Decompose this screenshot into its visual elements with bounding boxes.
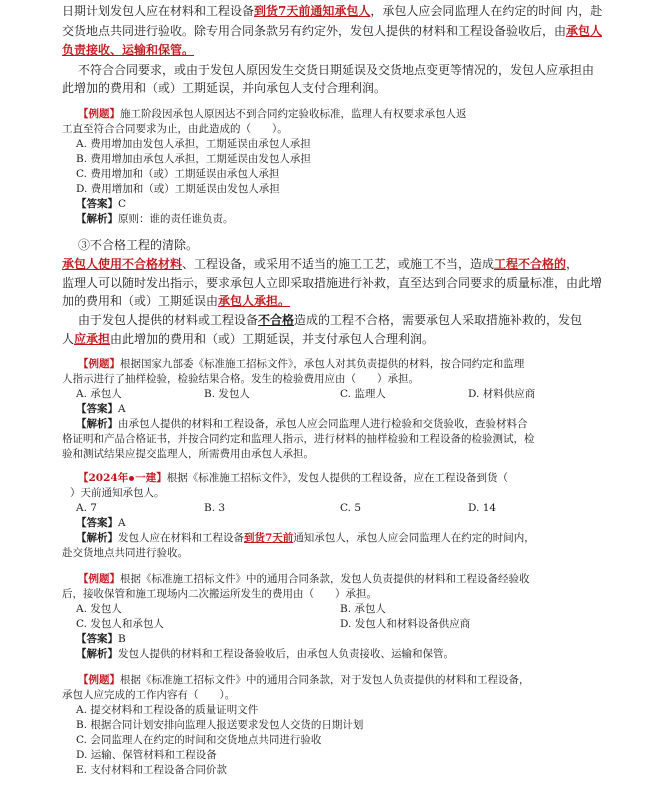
section3-line5: 人应承担由此增加的费用和（或）工期延误，并支付承包人合理利润。: [62, 332, 435, 346]
example1-option-a: A. 费用增加由发包人承担，工期延误由承包人承担: [76, 138, 311, 150]
example3-question-line1: 【2024年 一建】根据《标准施工招标文件》，发包人提供的工程设备，应在工程设备到货（: [78, 472, 508, 484]
example5-option-b: B. 根据合同计划安排向监理人报送要求发包人交货的日期计划: [76, 719, 364, 731]
example2-options: [76, 387, 576, 402]
example2-question-line1: 【例题】根据国家九部委《标准施工招标文件》，承包人对其负责提供的材料，按合同约定和监理: [78, 358, 525, 370]
para-delivery-notice-line2: 交货地点共同进行验收。除专用合同条款另有约定外，发包人提供的材料和工程设备验收后，由承包人: [62, 24, 603, 38]
example2-option-b: B. 发包人: [204, 388, 250, 400]
example4-explanation: 【解析】发包人提供的材料和工程设备验收后，由承包人负责接收、运输和保管。: [76, 648, 454, 660]
example3-option-b: B. 3: [204, 502, 226, 514]
example3-explanation-line2: 赴交货地点共同进行验收。: [62, 547, 188, 559]
para-delivery-notice-line1: 日期计划发包人应在材料和工程设备到货7天前通知承包人，承包人应会同监理人在约定的时间 内，赴: [62, 4, 603, 18]
example5-question-line1: 【例题】根据《标准施工招标文件》中的通用合同条款，对于发包人负责提供的材料和工程设备，: [78, 674, 530, 686]
example4-option-a: A. 发包人: [76, 603, 122, 615]
example1-question-line2: 工直至符合合同要求为止，由此造成的（ ）。: [62, 123, 288, 135]
bullet-dot-icon: [129, 476, 134, 481]
highlight-7-days: 到货7天前通知承包人: [254, 4, 371, 18]
example4-options-row1: [76, 602, 576, 617]
example2-explanation-line1: 【解析】由承包人提供的材料和工程设备，承包人应会同监理人进行检验和交货验收，查验材料合: [76, 418, 528, 430]
section3-line3: 加的费用和（或）工期延误由承包人承担。: [62, 294, 291, 308]
example4-question-line2: 后，接收保管和施工现场内二次搬运所发生的费用由（ ）承担。: [62, 588, 377, 600]
example1-answer: 【答案】C: [76, 198, 127, 210]
para-delay-line2: 此增加的费用和（或）工期延误，并向承包人支付合理利润。: [62, 81, 387, 95]
example5-question-line2: 承包人应完成的工作内容有（ ）。: [62, 689, 236, 701]
example1-explanation: 【解析】原则：谁的责任谁负责。: [76, 213, 234, 225]
example-tag: 【例题】: [78, 108, 120, 120]
example2-option-c: C. 监理人: [340, 388, 386, 400]
example3-answer: 【答案】A: [76, 517, 126, 529]
section3-line4: 由于发包人提供的材料或工程设备不合格造成的工程不合格，需要承包人采取措施补救的，发包: [78, 313, 583, 327]
example2-explanation-line3: 验和测试结果应提交监理人，所需费用由承包人承担。: [62, 448, 314, 460]
example3-explanation-line1: 【解析】发包人应在材料和工程设备到货7天前通知承包人，承包人应会同监理人在约定的时间内，: [76, 532, 535, 544]
example3-option-a: A. 7: [76, 502, 97, 514]
example5-option-e: E. 支付材料和工程设备合同价款: [76, 764, 227, 776]
example4-option-c: C. 发包人和承包人: [76, 618, 164, 630]
example3-option-c: C. 5: [340, 502, 362, 514]
example5-option-c: C. 会同监理人在约定的时间和交货地点共同进行验收: [76, 734, 322, 746]
example5-option-d: D. 运输、保管材料和工程设备: [76, 749, 217, 761]
example4-options-row2: [76, 617, 576, 632]
example2-option-d: D. 材料供应商: [468, 388, 536, 400]
example1-option-d: D. 费用增加和（或）工期延误由发包人承担: [76, 183, 280, 195]
section3-title: ③不合格工程的清除。: [78, 238, 199, 252]
section3-line1: 承包人使用不合格材料、工程设备，或采用不适当的施工工艺，或施工不当，造成工程不合格的，: [62, 257, 579, 271]
example4-answer: 【答案】B: [76, 633, 126, 645]
example4-question-line1: 【例题】根据《标准施工招标文件》中的通用合同条款，发包人负责提供的材料和工程设备经验收: [78, 573, 530, 585]
example3-question-line2: ）天前通知承包人。: [70, 487, 165, 499]
para-delivery-notice-line3: 负责接收、运输和保管。: [62, 43, 195, 57]
example4-option-d: D. 发包人和材料设备供应商: [340, 618, 471, 630]
para-delay-line1: 不符合合同要求，或由于发包人原因发生交货日期延误及交货地点变更等情况的，发包人应承担由: [78, 63, 595, 77]
example1-option-b: B. 费用增加由承包人承担，工期延误由发包人承担: [76, 153, 311, 165]
example2-answer: 【答案】A: [76, 403, 126, 415]
example2-question-line2: 人指示进行了抽样检验，检验结果合格。发生的检验费用应由（ ）承担。: [62, 373, 419, 385]
example4-option-b: B. 承包人: [340, 603, 386, 615]
example1-option-c: C. 费用增加和（或）工期延误由承包人承担: [76, 168, 280, 180]
example1-question-line1: 【例题】施工阶段因承包人原因达不到合同约定验收标准，监理人有权要求承包人返: [78, 108, 467, 120]
example3-option-d: D. 14: [468, 502, 497, 514]
example3-options: [76, 501, 576, 516]
example5-option-a: A. 提交材料和工程设备的质量证明文件: [76, 704, 259, 716]
section3-line2: 监理人可以随时发出指示，要求承包人立即采取措施进行补救，直至达到合同要求的质量标准，由此增: [62, 276, 603, 290]
example2-option-a: A. 承包人: [76, 388, 122, 400]
example2-explanation-line2: 格证明和产品合格证书，并按合同约定和监理人指示，进行材料的抽样检验和工程设备的检验测试，检: [62, 433, 535, 445]
